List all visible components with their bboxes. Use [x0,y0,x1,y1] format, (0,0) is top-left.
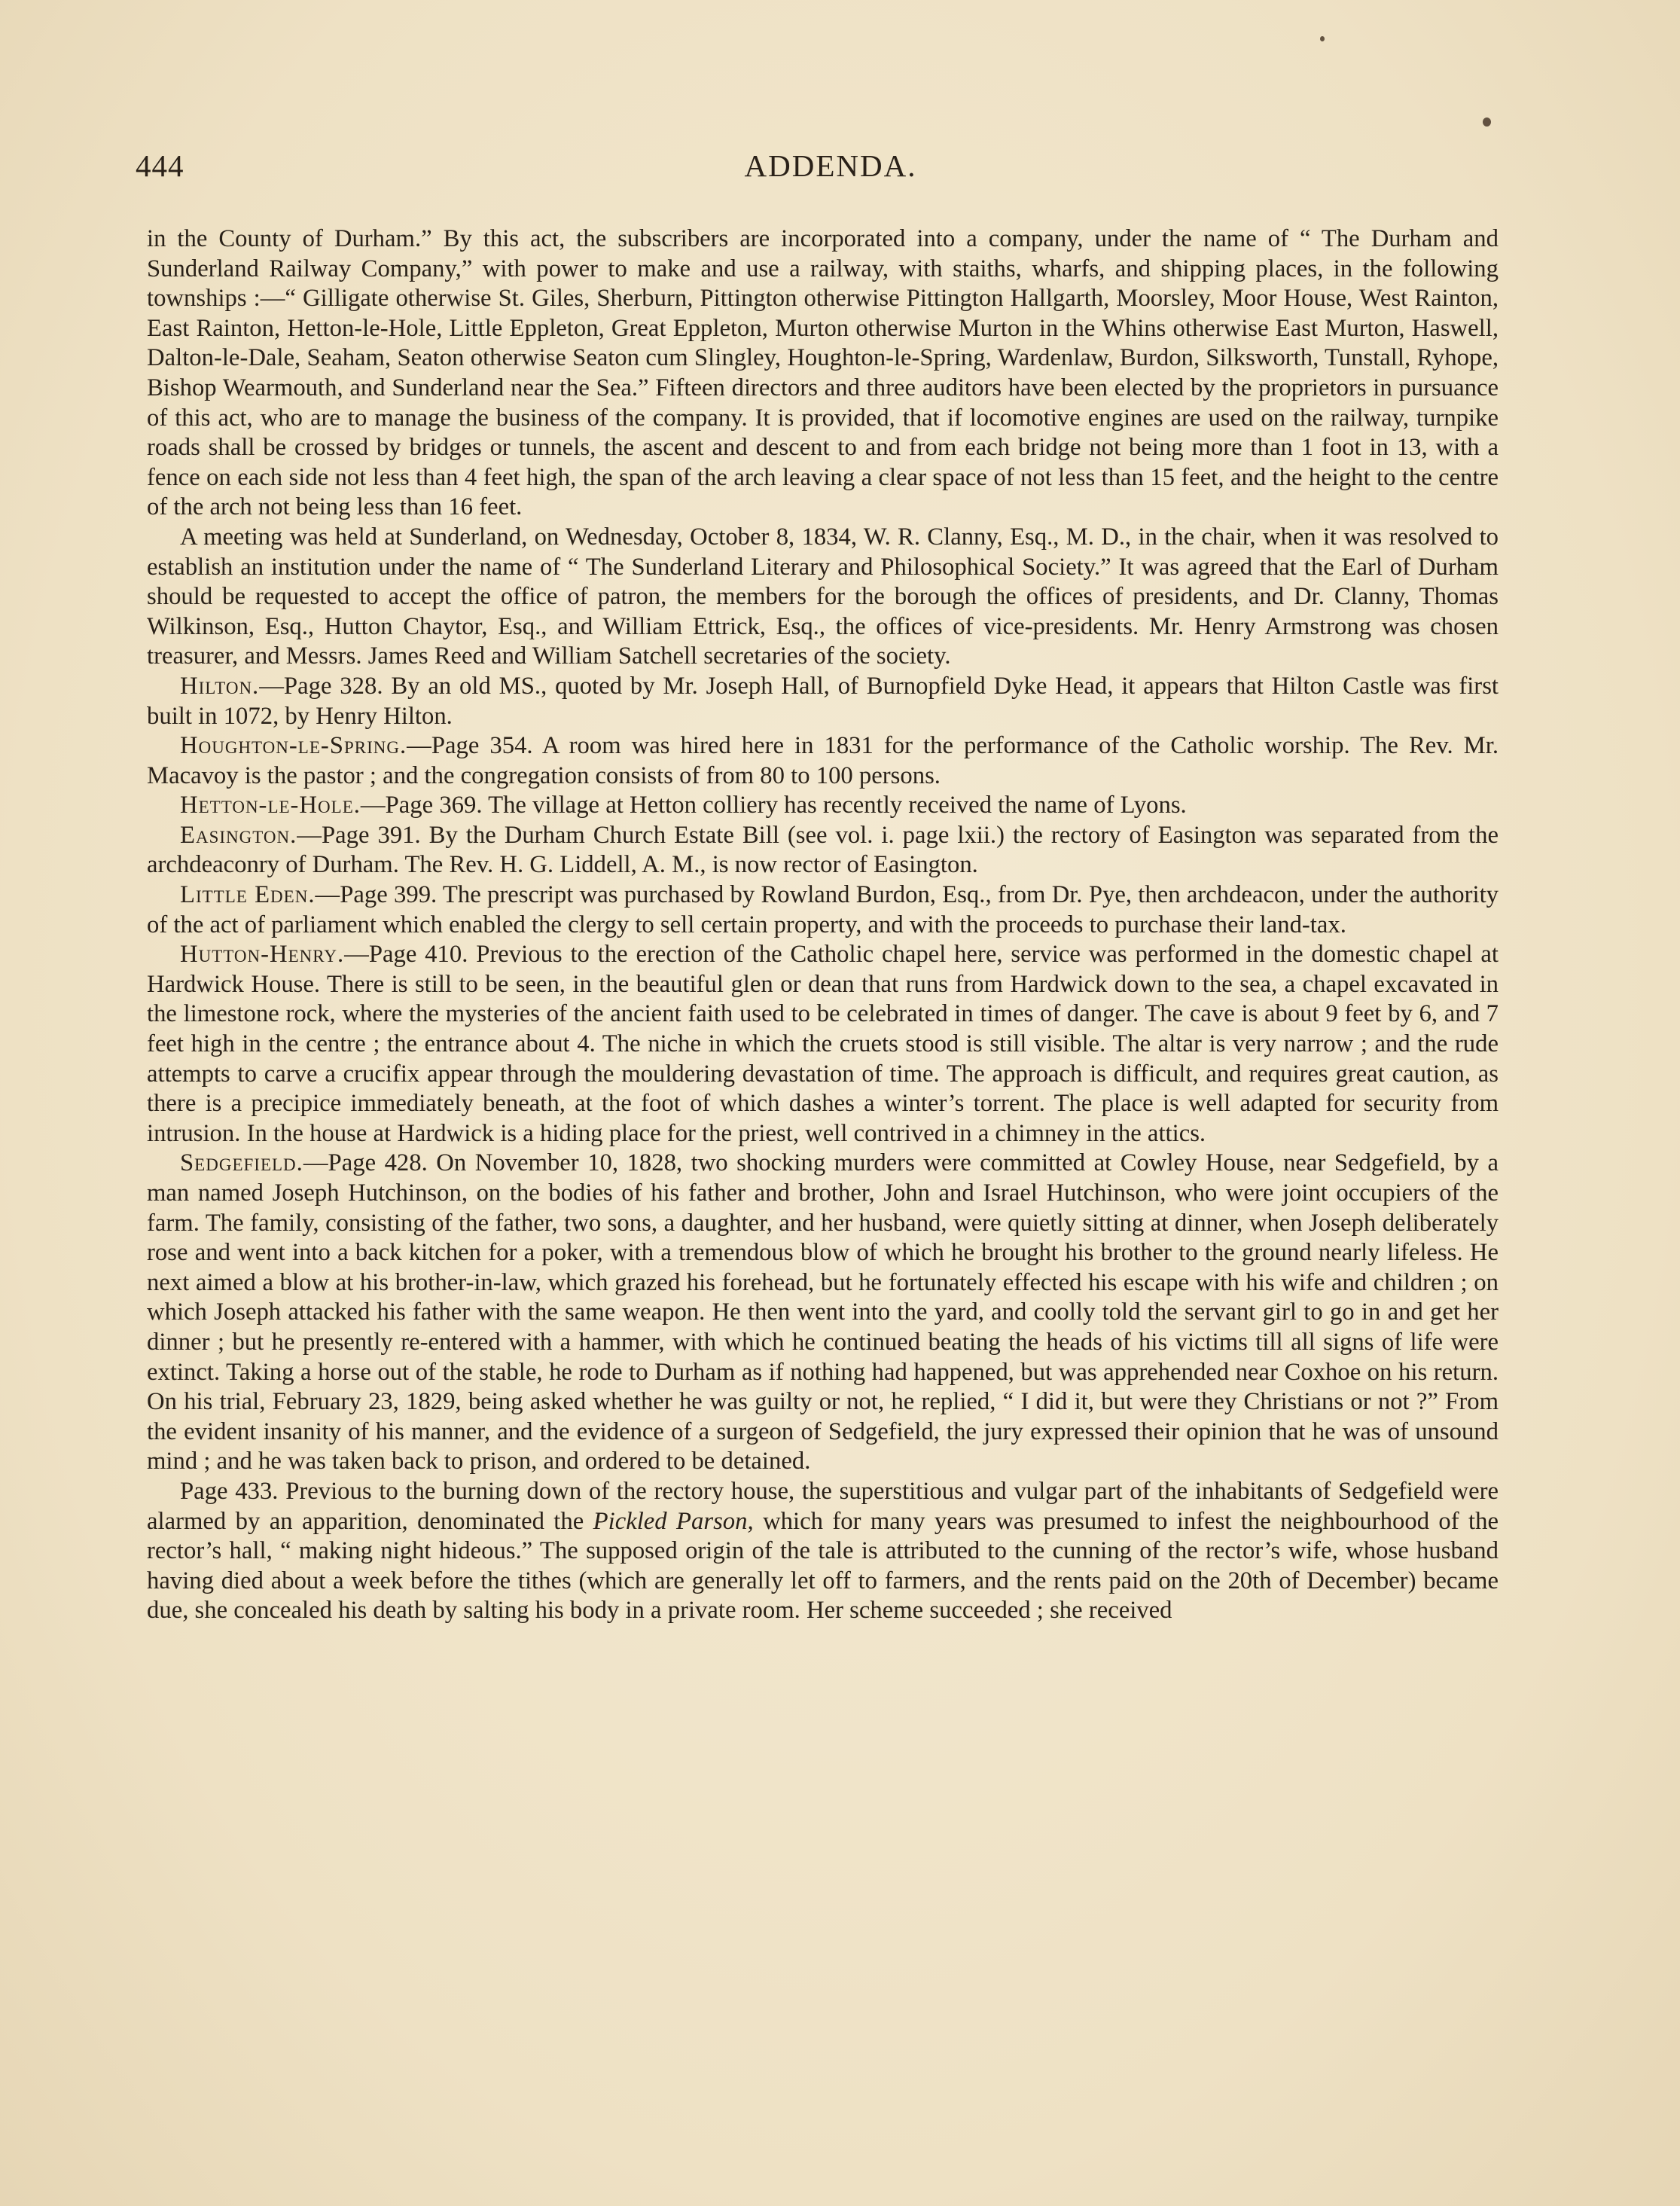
paragraph-text: —Page 399. The prescript was purchased by Rowland Burdon, Esq., from Dr. Pye, then archdeacon, under the authority of the act of parliament which enabled the clergy to sell certain property, and with the proceeds to purchase their land-tax. [147,881,1499,938]
ink-spot [1483,117,1491,127]
paragraph-text: which for many years was presumed to infest the neighbourhood of the rector’s hall, “ making night hideous.” The supposed origin of the tale is attributed to the cunning of the rector’s wife, whose husband having died about a week before the tithes (which are generally let off to farmers, and the rents paid on the 20th of December) became due, she concealed his death by salting his body in a private room. Her scheme succeeded ; she received [147,1507,1499,1625]
entry-heading: Hilton. [180,672,260,700]
entry-heading: Little Eden. [180,881,316,909]
paragraph-text: —Page 369. The village at Hetton colliery has recently received the name of Lyons. [360,792,1187,819]
paragraph-text: —Page 328. By an old MS., quoted by Mr. Joseph Hall, of Burnopfield Dyke Head, it appears that Hilton Castle was first built in 1072, by Henry Hilton. [147,672,1499,730]
paragraph-text: —Page 410. Previous to the erection of the Catholic chapel here, service was performed in the domestic chapel at Hardwick House. There is still to be seen, in the beautiful glen or dean that runs from Hardwick down to the sea, a chapel excavated in the limestone rock, where the mysteries of the ancient faith used to be celebrated in times of danger. The cave is about 9 feet by 6, and 7 feet high in the centre ; the entrance about 4. The niche in which the cruets stood is still visible. The altar is very narrow ; and the rude attempts to carve a crucifix appear through the mouldering devastation of time. The approach is difficult, and requires great caution, as there is a precipice immediately beneath, at the foot of which dashes a winter’s torrent. The place is well adapted for security from intrusion. In the house at Hardwick is a hiding place for the priest, well contrived in a chimney in the attics. [147,941,1499,1147]
paragraph-text: —Page 391. By the Durham Church Estate Bill (see vol. i. page lxii.) the rectory of Easington was separated from the archdeaconry of Durham. The Rev. H. G. Liddell, A. M., is now rector of Easington. [147,821,1499,879]
paragraph-railway-act [147,224,1499,523]
paragraph-little-eden [147,880,1499,940]
paragraph-text: in the County of Durham.” By this act, the subscribers are incorporated into a company, under the name of “ The Durham and Sunderland Railway Company,” with power to make and use a railway, with staiths, wharfs, and shipping places, in the following townships :—“ Gilligate otherwise St. Giles, Sherburn, Pittington otherwise Pittington Hallgarth, Moorsley, Moor House, West Rainton, East Rainton, Hetton-le-Hole, Little Eppleton, Great Eppleton, Murton otherwise Murton in the Whins otherwise East Murton, Haswell, Dalton-le-Dale, Seaham, Seaton otherwise Seaton cum Slingley, Houghton-le-Spring, Wardenlaw, Burdon, Silksworth, Tunstall, Ryhope, Bishop Wearmouth, and Sunderland near the Sea.” Fifteen directors and three auditors have been elected by the proprietors in pursuance of this act, who are to manage the business of the company. It is provided, that if locomotive engines are used on the railway, turnpike roads shall be crossed by bridges or tunnels, the ascent and descent to and from each bridge not being more than 1 foot in 13, with a fence on each side not less than 4 feet high, the span of the arch leaving a clear space of not less than 15 feet, and the height to the centre of the arch not being less than 16 feet. [147,225,1499,521]
emphasis-pickled-parson: Pickled Parson, [593,1507,754,1535]
paragraph-sedgefield [147,1149,1499,1477]
paragraph-houghton [147,731,1499,791]
paragraph-easington [147,821,1499,880]
page-header [136,148,1526,193]
paragraph-literary-society [147,523,1499,672]
paragraph-hilton [147,672,1499,731]
entry-heading: Houghton-le-Spring. [180,732,407,760]
ink-spot [1320,36,1325,41]
paragraph-text: —Page 354. A room was hired here in 1831 for the performance of the Catholic worship. The Rev. Mr. Macavoy is the pastor ; and the congregation consists of from 80 to 100 persons. [147,732,1499,789]
entry-heading: Hutton-Henry. [180,941,345,969]
entry-heading: Sedgefield. [180,1149,303,1177]
body-text [147,224,1499,1626]
running-title: ADDENDA. [744,148,917,183]
entry-heading: Easington. [180,821,297,849]
paragraph-hutton-henry [147,940,1499,1149]
paragraph-hetton [147,791,1499,821]
paragraph-pickled-parson [147,1477,1499,1626]
entry-heading: Hetton-le-Hole. [180,792,361,819]
paragraph-text: —Page 428. On November 10, 1828, two shocking murders were committed at Cowley House, near Sedgefield, by a man named Joseph Hutchinson, on the bodies of his father and brother, John and Israel Hutchinson, who were joint occupiers of the farm. The family, consisting of the father, two sons, a daughter, and her husband, were quietly sitting at dinner, when Joseph deliberately rose and went into a back kitchen for a poker, with a tremendous blow of which he brought his brother to the ground nearly lifeless. He next aimed a blow at his brother-in-law, which grazed his forehead, but he fortunately effected his escape with his wife and children ; on which Joseph attacked his father with the same weapon. He then went into the yard, and coolly told the servant girl to go in and get her dinner ; but he presently re-entered with a hammer, with which he continued beating the heads of his victims till all signs of life were extinct. Taking a horse out of the stable, he rode to Durham as if nothing had happened, but was apprehended near Coxhoe on his return. On his trial, February 23, 1829, being asked whether he was guilty or not, he replied, “ I did it, but were they Christians or not ?” From the evident insanity of his manner, and the evidence of a surgeon of Sedgefield, the jury expressed their opinion that he was of unsound mind ; and he was taken back to prison, and ordered to be detained. [147,1149,1499,1475]
page-number: 444 [136,148,184,183]
paragraph-text: A meeting was held at Sunderland, on Wednesday, October 8, 1834, W. R. Clanny, Esq., M. D., in the chair, when it was resolved to establish an institution under the name of “ The Sunderland Literary and Philosophical Society.” It was agreed that the Earl of Durham should be requested to accept the office of patron, the members for the borough the offices of presidents, and Dr. Clanny, Thomas Wilkinson, Esq., Hutton Chaytor, Esq., and William Ettrick, Esq., the offices of vice-presidents. Mr. Henry Armstrong was chosen treasurer, and Messrs. James Reed and William Satchell secretaries of the society. [147,523,1499,670]
paragraph-text: Page 433. Previous to the burning down of the rectory house, the superstitious and vulgar part of the inhabitants of Sedgefield were alarmed by an apparition, denominated the [147,1477,1499,1535]
